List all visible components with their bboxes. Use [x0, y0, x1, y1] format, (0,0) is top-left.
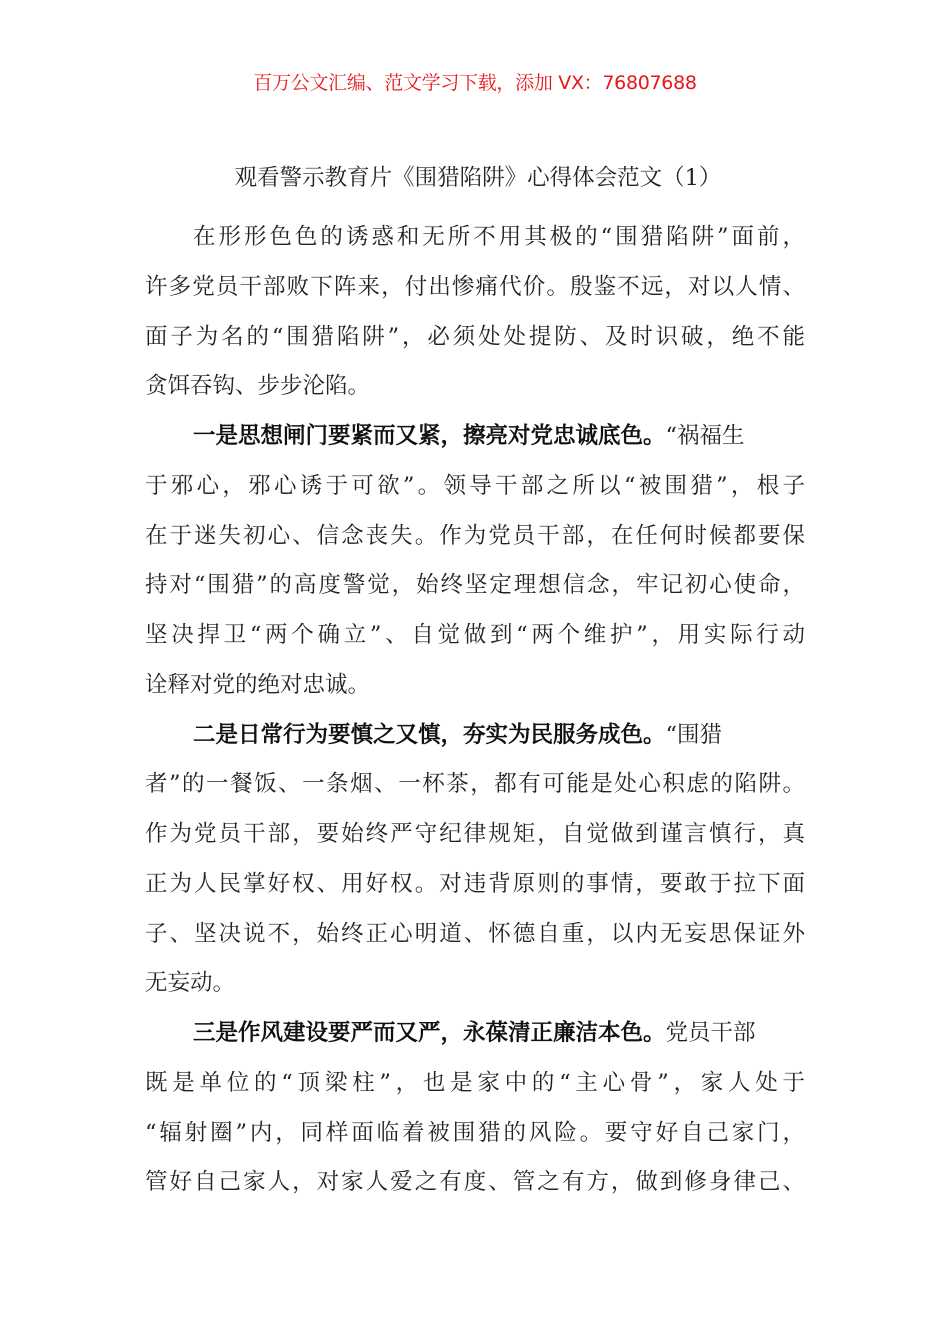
text-line	[145, 1009, 805, 1059]
text-line	[145, 561, 805, 611]
line-text: 诠释对党的绝对忠诚。	[145, 671, 371, 698]
paragraph	[145, 412, 805, 711]
text-line	[145, 1158, 805, 1208]
line-text: 贪饵吞钩、步步沦陷。	[145, 373, 371, 400]
text-line	[145, 313, 805, 363]
line-text: 坚决捍卫“两个确立”、自觉做到“两个维护”，用实际行动	[145, 622, 805, 648]
text-line	[145, 213, 805, 263]
text-line	[145, 512, 805, 562]
text-line	[145, 910, 805, 960]
text-line	[145, 959, 805, 1009]
text-line	[145, 810, 805, 860]
document-body	[145, 213, 805, 1208]
watermark-header: 百万公文汇编、范文学习下载，添加 VX：76807688	[253, 72, 697, 94]
line-text: 在于迷失初心、信念丧失。作为党员干部，在任何时候都要保	[145, 522, 805, 549]
paragraph-lead-heading: 三是作风建设要严而又严，永葆清正廉洁本色。	[193, 1020, 666, 1046]
line-text: “围猎	[665, 721, 723, 748]
paragraph	[145, 711, 805, 1010]
text-line	[145, 760, 805, 810]
text-line	[145, 263, 805, 313]
line-text: 面子为名的“围猎陷阱”，必须处处提防、及时识破，绝不能	[145, 323, 805, 350]
text-line	[145, 1109, 805, 1159]
line-text: 许多党员干部败下阵来，付出惨痛代价。殷鉴不远，对以人情、	[145, 273, 805, 300]
text-line	[145, 711, 805, 761]
line-text: 持对“围猎”的高度警觉，始终坚定理想信念，牢记初心使命，	[145, 572, 805, 599]
line-text: 无妄动。	[145, 970, 236, 997]
text-line	[145, 462, 805, 512]
paragraph	[145, 1009, 805, 1208]
line-text: “辐射圈”内，同样面临着被围猎的风险。要守好自己家门，	[145, 1119, 805, 1146]
paragraph-lead-heading: 二是日常行为要慎之又慎，夯实为民服务成色。	[193, 721, 666, 748]
paragraph	[145, 213, 805, 412]
line-text: 作为党员干部，要始终严守纪律规矩，自觉做到谨言慎行，真	[145, 821, 805, 847]
line-text: 子、坚决说不，始终正心明道、怀德自重，以内无妄思保证外	[145, 920, 805, 947]
text-line	[145, 362, 805, 412]
text-line	[145, 1059, 805, 1109]
line-text: 于邪心，邪心诱于可欲”。领导干部之所以“被围猎”，根子	[145, 472, 805, 499]
line-text: 既是单位的“顶梁柱”，也是家中的“主心骨”，家人处于	[145, 1069, 805, 1096]
paragraph-lead-heading: 一是思想闸门要紧而又紧，擦亮对党忠诚底色。	[193, 423, 666, 449]
document-title: 观看警示教育片《围猎陷阱》心得体会范文（1）	[234, 165, 722, 191]
line-text: 者”的一餐饭、一条烟、一杯茶，都有可能是处心积虑的陷阱。	[145, 771, 805, 798]
text-line	[145, 860, 805, 910]
line-text: 管好自己家人，对家人爱之有度、管之有方，做到修身律己、	[145, 1169, 805, 1196]
text-line	[145, 611, 805, 661]
line-text: 党员干部	[665, 1020, 756, 1046]
line-text: “祸福生	[665, 423, 745, 449]
text-line	[145, 412, 805, 462]
text-line	[145, 661, 805, 711]
line-text: 在形形色色的诱惑和无所不用其极的“围猎陷阱”面前，	[193, 224, 805, 250]
line-text: 正为人民掌好权、用好权。对违背原则的事情，要敢于拉下面	[145, 870, 805, 897]
